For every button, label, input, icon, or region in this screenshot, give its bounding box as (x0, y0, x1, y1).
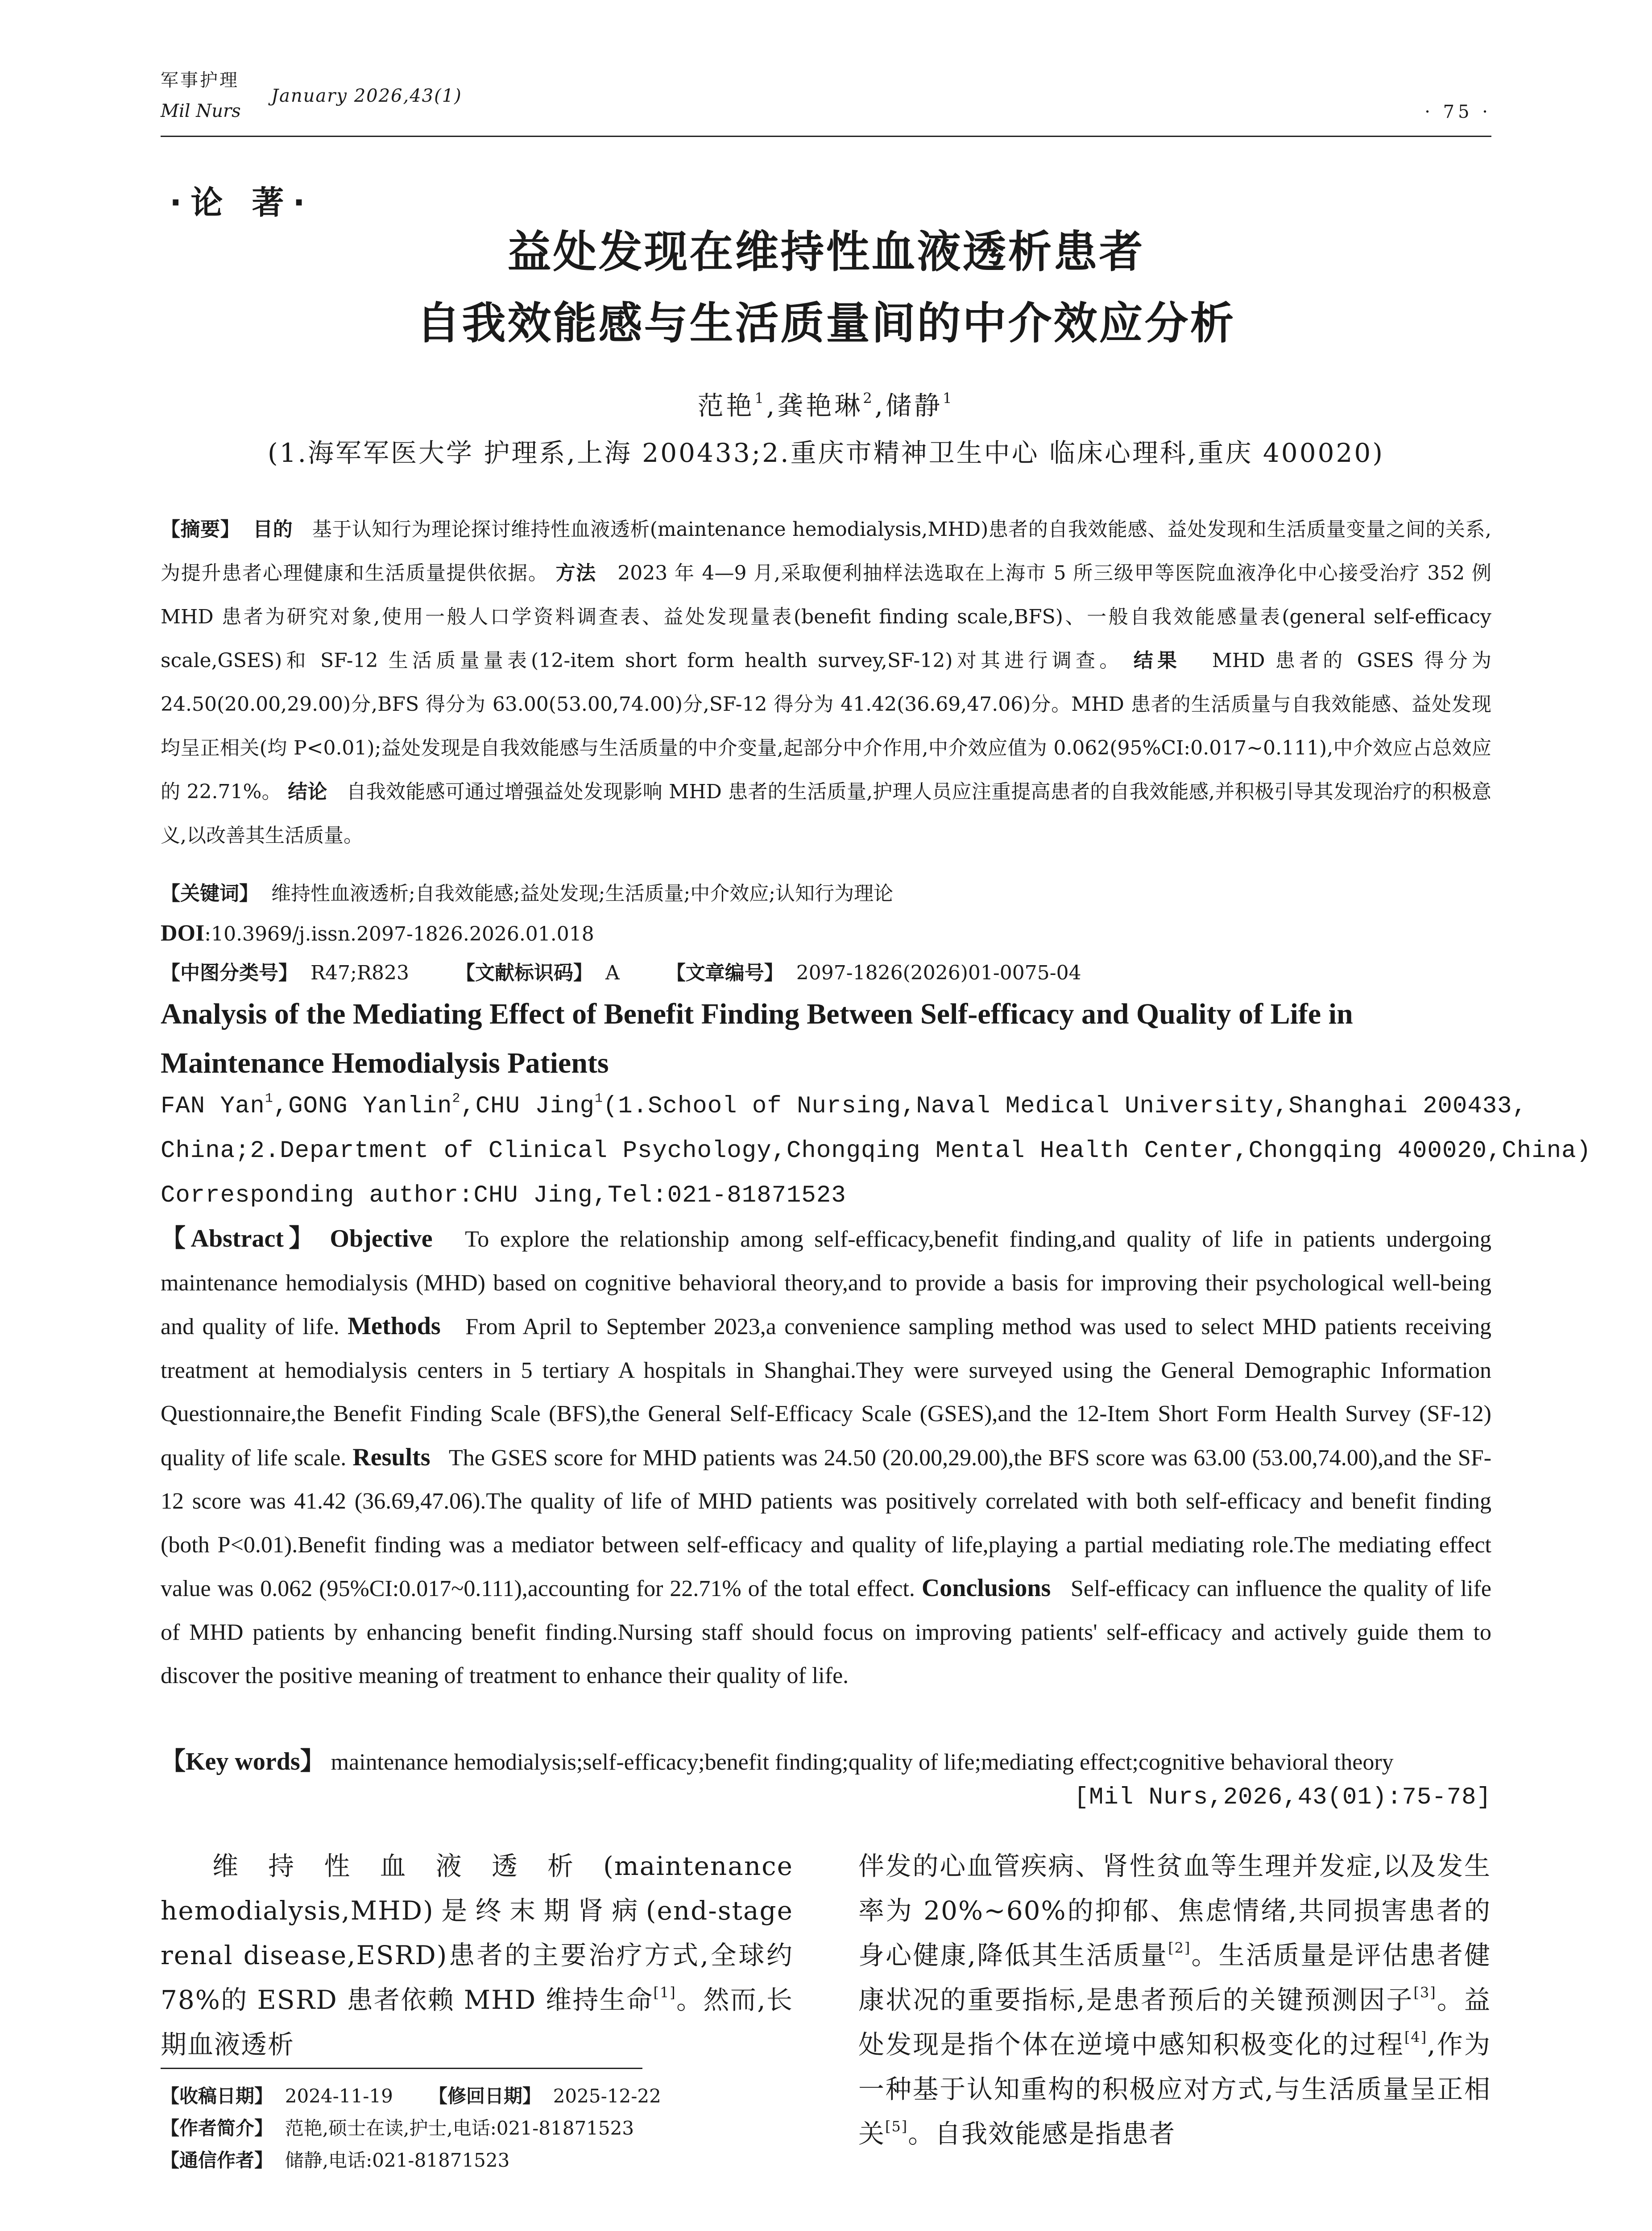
title-en-line2: Maintenance Hemodialysis Patients (161, 1047, 609, 1079)
methods-en-text: From April to September 2023,a convenience sampling method was used to select MHD patients receiving treatment at hemodialysis centers in 5 tertiary A hospitals in Shanghai.They were surveyed using the General Demographic Information Questionnaire,the Benefit Finding Scale (BFS),the General Self-Efficacy Scale (GSES),and the 12-Item Short Form Health Survey (SF-12) quality of life scale. (161, 1314, 1492, 1471)
abstract-en-label: 【Abstract】 (161, 1225, 319, 1252)
reference-mark: [2] (1168, 1939, 1191, 1957)
article-id-label: 【文章编号】 (666, 962, 784, 984)
journal-name: 军事护理 (161, 70, 239, 91)
title-en-line1: Analysis of the Mediating Effect of Benefit Finding Between Self-efficacy and Quality of Life in (161, 998, 1353, 1030)
body-text: 。自我效能感是指患者 (908, 2119, 1176, 2149)
author-en-name: ,GONG Yanlin (273, 1093, 452, 1120)
footnote-rule (161, 2068, 642, 2069)
revised-date: 2025-12-22 (553, 2085, 661, 2107)
body-text: 。益处发现是指个体在逆境中感知积极变化的过程 (858, 1985, 1491, 2060)
objective-cn-label: 目的 (253, 518, 293, 541)
section-label: ·论 著· (170, 184, 314, 221)
results-en-text: The GSES score for MHD patients was 24.50 (20.00,29.00),the BFS score was 63.00 (53.00,74.00),and the SF-12 score was 41.42 (36.69,47.06).The quality of life of MHD patients was positively correlated with both self-efficacy and benefit finding (both P<0.01).Benefit finding was a mediator between self-efficacy and quality of life,playing a partial mediating role.The mediating effect value was 0.062 (95%CI:0.017~0.111),accounting for 22.71% of the total effect. (161, 1445, 1492, 1601)
affiliations-cn: (1.海军军医大学 护理系,上海 200433;2.重庆市精神卫生中心 临床心理科,重庆 400020) (268, 438, 1384, 468)
citation: [Mil Nurs,2026,43(01):75-78] (1074, 1784, 1491, 1811)
revised-label: 【修回日期】 (428, 2085, 541, 2107)
conclusion-cn-text: 自我效能感可通过增强益处发现影响 MHD 患者的生活质量,护理人员应注重提高患者的自我效能感,并积极引导其发现治疗的积极意义,以改善其生活质量。 (161, 780, 1491, 847)
results-en-label: Results (352, 1443, 431, 1471)
author-affil-mark: 1 (754, 390, 766, 407)
keywords-cn-label: 【关键词】 (161, 882, 259, 905)
abstract-en (161, 1217, 1491, 1698)
objective-en-text: To explore the relationship among self-efficacy,benefit finding,and quality of life in patients undergoing maintenance hemodialysis (MHD) based on cognitive behavioral theory,and to provide a basis for improving their psychological well-being and quality of life. (161, 1227, 1492, 1339)
doi-line (161, 920, 594, 946)
body-text: 。生活质量是评估患者健康状况的重要指标,是患者预后的关键预测因子 (858, 1940, 1491, 2015)
corresponding-info: 储静,电话:021-81871523 (285, 2149, 510, 2171)
doc-code-label: 【文献标识码】 (455, 962, 593, 984)
author-en-name: ,CHU Jing (460, 1093, 595, 1120)
body-text: 维持性血液透析(maintenance hemodialysis,MHD)是终末期肾病(end-stage renal disease,ESRD)患者的主要治疗方式,全球约 78%的 ESRD 患者依赖 MHD 维持生命 (161, 1851, 793, 2015)
keywords-en-text: maintenance hemodialysis;self-efficacy;benefit finding;quality of life;mediating effect;cognitive behavioral theory (331, 1750, 1394, 1775)
conclusions-en-text: Self-efficacy can influence the quality of life of MHD patients by enhancing benefit finding.Nursing staff should focus on improving patients' self-efficacy and actively guide them to discover the positive meaning of treatment to enhance their quality of life. (161, 1576, 1492, 1688)
results-cn-label: 结果 (1133, 649, 1181, 672)
reference-mark: [1] (653, 1984, 676, 2001)
title-cn-line1: 益处发现在维持性血液透析患者 (507, 227, 1145, 278)
doc-code-value: A (605, 962, 620, 984)
received-date: 2024-11-19 (285, 2085, 393, 2107)
methods-cn-label: 方法 (555, 562, 596, 585)
received-label: 【收稿日期】 (161, 2085, 273, 2107)
authors-en-line2: China;2.Department of Clinical Psychology,Chongqing Mental Health Center,Chongqing 400020,China) (161, 1137, 1591, 1165)
author-bio: 范艳,硕士在读,护士,电话:021-81871523 (285, 2117, 634, 2139)
author-bio-label: 【作者简介】 (161, 2117, 273, 2139)
objective-cn-text: 基于认知行为理论探讨维持性血液透析(maintenance hemodialysis,MHD)患者的自我效能感、益处发现和生活质量变量之间的关系,为提升患者心理健康和生活质量提供依据。 (161, 518, 1492, 585)
authors-en-line1 (161, 1084, 1527, 1129)
article-id-value: 2097-1826(2026)01-0075-04 (796, 962, 1081, 984)
footnote-corresponding (161, 2144, 509, 2177)
page-number: · 75 · (1424, 102, 1491, 122)
author-en-affil-mark: 1 (265, 1091, 273, 1106)
corresponding-label: 【通信作者】 (161, 2149, 273, 2171)
doi-value: :10.3969/j.issn.2097-1826.2026.01.018 (204, 923, 594, 945)
author-affil-mark: 1 (943, 390, 955, 407)
corresponding-author: Corresponding author:CHU Jing,Tel:021-81871523 (161, 1182, 846, 1209)
body-column-left (161, 1844, 793, 2067)
clc-label: 【中图分类号】 (161, 962, 298, 984)
objective-en-label: Objective (330, 1225, 433, 1252)
reference-mark: [3] (1413, 1984, 1437, 2001)
body-text: 。然而,长期血液透析 (161, 1985, 794, 2060)
header-rule (161, 136, 1491, 137)
footnote-dates (161, 2080, 661, 2112)
footnote-author-bio (161, 2112, 634, 2144)
classification-line (161, 957, 1122, 985)
keywords-en (161, 1740, 1491, 1784)
author-name: 龚艳琳 (777, 390, 863, 421)
body-text: 伴发的心血管疾病、肾性贫血等生理并发症,以及发生率为 20%~60%的抑郁、焦虑情绪,共同损害患者的身心健康,降低其生活质量 (858, 1851, 1491, 1970)
author-name: 储静 (886, 390, 943, 421)
title-cn-line2: 自我效能感与生活质量间的中介效应分析 (416, 298, 1236, 349)
methods-cn-text: 2023 年 4—9 月,采取便利抽样法选取在上海市 5 所三级甲等医院血液净化中心接受治疗 352 例 MHD 患者为研究对象,使用一般人口学资料调查表、益处发现量表(benefit finding scale,BFS)、一般自我效能感量表(general self-efficacy scale,GSES)和 SF-12 生活质量量表(12-item short form health survey,SF-12)对其进行调查。 (161, 562, 1491, 672)
author-en-affil-mark: 2 (452, 1091, 461, 1106)
abstract-cn (161, 508, 1491, 858)
keywords-cn (161, 877, 1491, 906)
body-paragraph (161, 1844, 793, 2067)
body-column-right (858, 1844, 1491, 2156)
doi-label: DOI (161, 921, 205, 946)
keywords-en-label: 【Key words】 (161, 1748, 325, 1775)
issue-info: January 2026,43(1) (271, 86, 462, 106)
reference-mark: [4] (1404, 2028, 1428, 2046)
body-text: ,作为一种基于认知重构的积极应对方式,与生活质量呈正相关 (858, 2029, 1491, 2149)
journal-abbreviation: Mil Nurs (161, 101, 241, 121)
conclusions-en-label: Conclusions (921, 1574, 1051, 1602)
author-name: 范艳 (697, 390, 755, 421)
affiliation-en: (1.School of Nursing,Naval Medical University,Shanghai 200433, (603, 1093, 1527, 1120)
keywords-cn-text: 维持性血液透析;自我效能感;益处发现;生活质量;中介效应;认知行为理论 (271, 882, 894, 905)
clc-value: R47;R823 (310, 962, 410, 984)
author-affil-mark: 2 (863, 390, 875, 407)
abstract-cn-label: 【摘要】 (161, 518, 240, 541)
reference-mark: [5] (885, 2118, 908, 2135)
conclusion-cn-label: 结论 (288, 780, 327, 803)
author-en-affil-mark: 1 (595, 1091, 603, 1106)
author-en-name: FAN Yan (161, 1093, 265, 1120)
body-paragraph (858, 1844, 1491, 2156)
methods-en-label: Methods (348, 1312, 441, 1340)
results-cn-text: MHD 患者的 GSES 得分为 24.50(20.00,29.00)分,BFS 得分为 63.00(53.00,74.00)分,SF-12 得分为 41.42(36.69,47.06)分。MHD 患者的生活质量与自我效能感、益处发现均呈正相关(均 P<0.01);益处发现是自我效能感与生活质量的中介变量,起部分中介作用,中介效应值为 0.062(95%CI:0.017~0.111),中介效应占总效应的 22.71%。 (161, 649, 1492, 803)
authors-cn: 范艳$^1$,龚艳琳$^2$,储静$^1$ (697, 390, 955, 421)
